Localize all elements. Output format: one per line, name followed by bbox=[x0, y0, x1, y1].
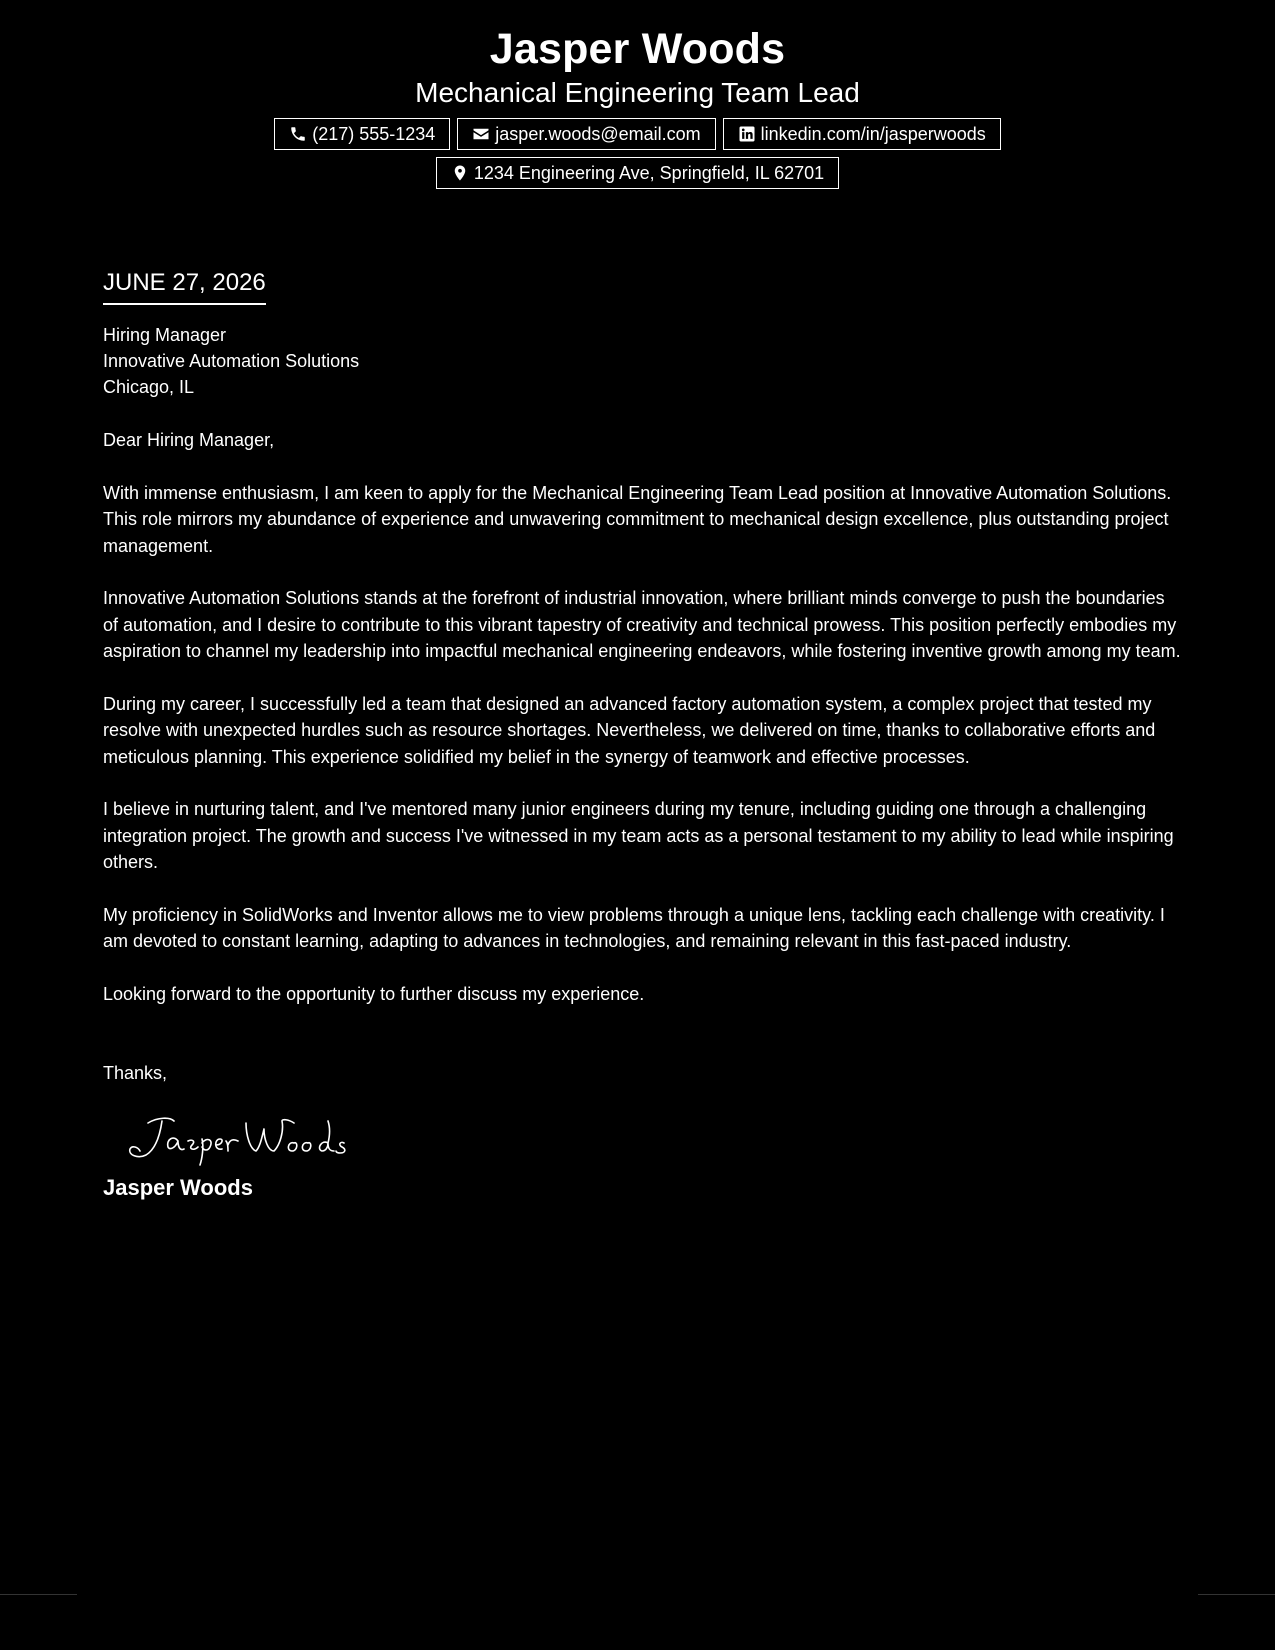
contact-row-1 bbox=[0, 118, 1275, 150]
address-contact bbox=[436, 157, 839, 189]
body-paragraph: With immense enthusiasm, I am keen to apply for the Mechanical Engineering Team Lead position at Innovative Automation Solutions. This role mirrors my abundance of experience and unwavering commitment to mechanical design excellence, plus outstanding project management. bbox=[103, 482, 1172, 556]
contact-row-2 bbox=[0, 157, 1275, 189]
closing: Thanks, bbox=[103, 1063, 168, 1083]
linkedin-contact[interactable] bbox=[723, 118, 1001, 150]
body-paragraph: During my career, I successfully led a team that designed an advanced factory automation system, a complex project that tested my resolve with unexpected hurdles such as resource shortages. Nevertheless, we delivered on time, thanks to collaborative efforts and meticulous planning. This experience solidified my belief in the synergy of teamwork and effective processes. bbox=[103, 693, 1156, 767]
linkedin-text: linkedin.com/in/jasperwoods bbox=[760, 124, 986, 144]
letter-body bbox=[103, 266, 1183, 1201]
body-paragraph: Looking forward to the opportunity to further discuss my experience. bbox=[103, 983, 645, 1004]
body-paragraph: I believe in nurturing talent, and I've mentored many junior engineers during my tenure, including guiding one through a challenging integration project. The growth and success I've witnessed in my team acts as a personal testament to my ability to lead while inspiring others. bbox=[103, 799, 1174, 872]
handwritten-signature bbox=[118, 1109, 1183, 1167]
footer-divider-left bbox=[0, 1594, 77, 1595]
map-marker-icon bbox=[451, 164, 469, 182]
recipient-location: Chicago, IL bbox=[103, 377, 195, 397]
recipient-company: Innovative Automation Solutions bbox=[103, 351, 360, 371]
signed-name: Jasper Woods bbox=[103, 1174, 253, 1200]
letter-date: JUNE 27, 2026 bbox=[103, 266, 266, 305]
footer-divider-right bbox=[1198, 1594, 1275, 1595]
address-text: 1234 Engineering Ave, Springfield, IL 62701 bbox=[473, 163, 825, 183]
envelope-icon bbox=[472, 125, 490, 143]
phone-text: (217) 555-1234 bbox=[312, 124, 436, 144]
recipient-line: Hiring Manager bbox=[103, 325, 227, 345]
body-paragraph: Innovative Automation Solutions stands at the forefront of industrial innovation, where brilliant minds converge to push the boundaries of automation, and I desire to contribute to this vibrant tapestry of creativity and technical prowess. This position perfectly embodies my aspiration to channel my leadership into impactful mechanical engineering endeavors, while fostering inventive growth among my team. bbox=[103, 588, 1181, 661]
phone-icon bbox=[289, 125, 307, 143]
linkedin-icon bbox=[738, 125, 756, 143]
body-paragraph: My proficiency in SolidWorks and Inventor allows me to view problems through a unique lens, tackling each challenge with creativity. I am devoted to constant learning, adapting to advances in technologies, and remaining relevant in this fast-paced industry. bbox=[103, 904, 1165, 951]
salutation: Dear Hiring Manager, bbox=[103, 430, 275, 450]
applicant-title: Mechanical Engineering Team Lead bbox=[415, 77, 860, 108]
phone-contact[interactable] bbox=[274, 118, 450, 150]
email-contact[interactable] bbox=[457, 118, 715, 150]
email-text: jasper.woods@email.com bbox=[495, 124, 701, 144]
recipient-block bbox=[103, 322, 1183, 400]
letter-header bbox=[0, 22, 1275, 196]
applicant-name: Jasper Woods bbox=[489, 25, 786, 73]
